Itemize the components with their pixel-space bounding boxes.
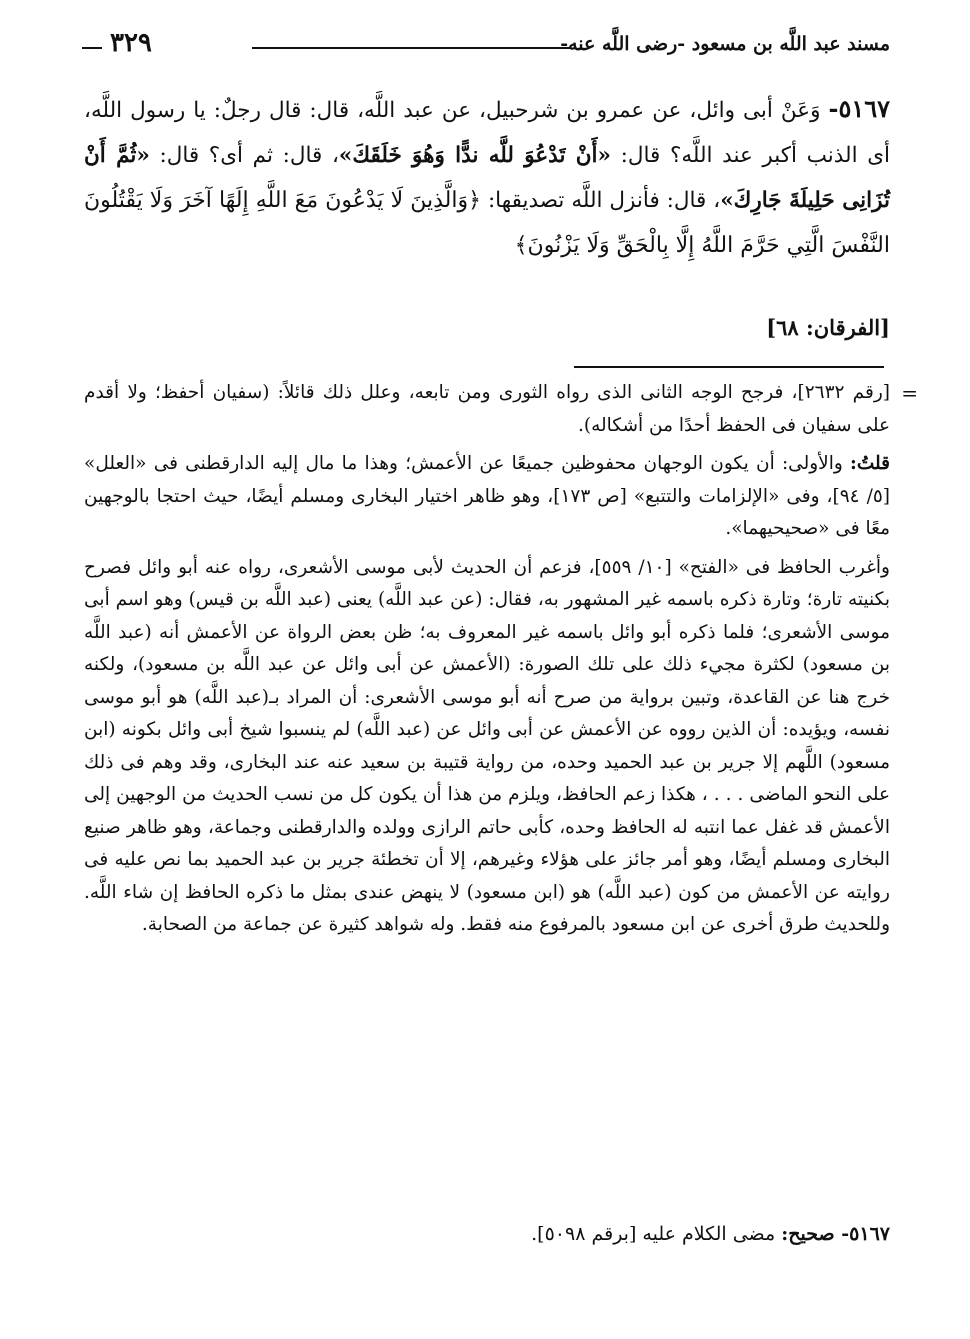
hadith-text-b: ، قال: ثم أى؟ قال: <box>159 143 339 168</box>
continuation-mark: = <box>901 381 918 405</box>
quran-citation: [الفرقان: ٦٨] <box>766 315 890 340</box>
footnote-paragraph-2 <box>84 448 890 546</box>
hadith-text-a: وَعَنْ أبى وائل، عن عمرو بن شرحبيل، عن عبد اللَّه، قال: قال رجلٌ: يا رسول اللَّه، أى الذنب أكبر عند اللَّه؟ قال: <box>84 98 890 168</box>
hadith-text-c: ، قال: فأنزل اللَّه تصديقها: <box>487 188 721 213</box>
hadith-dash: - <box>828 94 839 123</box>
quran-verse: ﴿وَالَّذِينَ لَا يَدْعُونَ مَعَ اللَّهِ إِلَهًا آخَرَ وَلَا يَقْتُلُونَ النَّفْسَ الَّتِي حَرَّمَ اللَّهُ إِلَّا بِالْحَقِّ وَلَا يَزْنُونَ﴾ <box>84 188 890 258</box>
footnote-lead: قلتُ: <box>850 453 891 474</box>
grading-note <box>84 1218 890 1250</box>
prophet-answer-2: «ثُمَّ أَنْ تُزَانِى حَلِيلَةَ جَارِكَ» <box>84 143 890 213</box>
running-title: مسند عبد اللَّه بن مسعود -رضى اللَّه عنه- <box>560 33 890 55</box>
prophet-answer-1: «أَنْ تَدْعُوَ للَّه ندًّا وَهُوَ خَلَقَكَ» <box>338 143 611 168</box>
header-rule-short <box>82 47 102 49</box>
hadith-text <box>84 86 890 268</box>
footnote-paragraph-2-text: والأولى: أن يكون الوجهان محفوظين جميعًا عن الأعمش؛ وهذا ما مال إليه الدارقطنى فى «العلل» [٥/ ٩٤]، وفى «الإلزامات والتتبع» [ص ١٧٣]، وهو ظاهر اختيار البخارى ومسلم أيضًا، حيث احتجا بالوجهين معًا فى «صحيحيهما». <box>84 453 890 539</box>
page-header <box>82 30 890 64</box>
footnote-paragraph-3: وأغرب الحافظ فى «الفتح» [١٠/ ٥٥٩]، فزعم أن الحديث لأبى موسى الأشعرى، رواه عنه أبو وائل فصرح بكنيته تارة؛ وتارة ذكره باسمه غير المشهور به، فقال: (عن عبد اللَّه) يعنى (عبد اللَّه بن قيس) وهو اسم أبى موسى الأشعرى؛ فلما ذكره أبو وائل باسمه غير المعروف به؛ ظن بعض الرواة عن الأعمش أنه (عبد اللَّه بن مسعود) لكثرة مجيء ذلك على تلك الصورة: (الأعمش عن أبى وائل عن عبد اللَّه بن مسعود)، ولكنه خرج هنا عن القاعدة، وتبين برواية من صرح أنه أبو موسى الأشعرى: أن المراد بـ(عبد اللَّه) هو أبو موسى نفسه، ويؤيده: أن الذين رووه عن الأعمش عن أبى وائل عن (عبد اللَّه) لم ينسبوا شيخ أبى وائل بكونه (ابن مسعود) اللَّهم إلا جرير بن عبد الحميد وحده، من رواية قتيبة بن سعيد عنه عند البخارى، وقد وهم فى ذلك على النحو الماضى . . . ، هكذا زعم الحافظ، ويلزم من هذا أن يكون كل من نسب الحديث من الوجهين إلى الأعمش قد غفل عما انتبه له الحافظ وحده، كأبى حاتم الرازى وولده والدارقطنى وجماعة، وهو ظاهر صنيع البخارى ومسلم أيضًا، وهو أمر جائز على هؤلاء وغيرهم، إلا أن تخطئة جرير بن عبد الحميد بما نص عليه فى روايته عن الأعمش من كون (عبد اللَّه) هو (ابن مسعود) لا ينهض عندى بمثل ما ذكره الحافظ إن شاء اللَّه. وللحديث طرق أخرى عن ابن مسعود بالمرفوع منه فقط. وله شواهد كثيرة عن جماعة من الصحابة. <box>84 556 890 935</box>
footnotes <box>84 377 918 948</box>
page-number: ٣٢٩ <box>110 28 152 58</box>
footnote-paragraph-1: [رقم ٢٦٣٢]، فرجح الوجه الثانى الذى رواه الثورى ومن تابعه، وعلل ذلك قائلاً: (سفيان أحفظ؛ ولا أقدم على سفيان فى الحفظ أحدًا من أشكاله). <box>84 382 890 436</box>
grading-text: مضى الكلام عليه [برقم ٥٠٩٨]. <box>531 1223 776 1245</box>
hadith-number: ٥١٦٧ <box>838 94 890 123</box>
header-rule <box>252 47 570 49</box>
grading-lead: ٥١٦٧- صحيح: <box>781 1223 890 1245</box>
footnote-separator <box>574 366 884 368</box>
